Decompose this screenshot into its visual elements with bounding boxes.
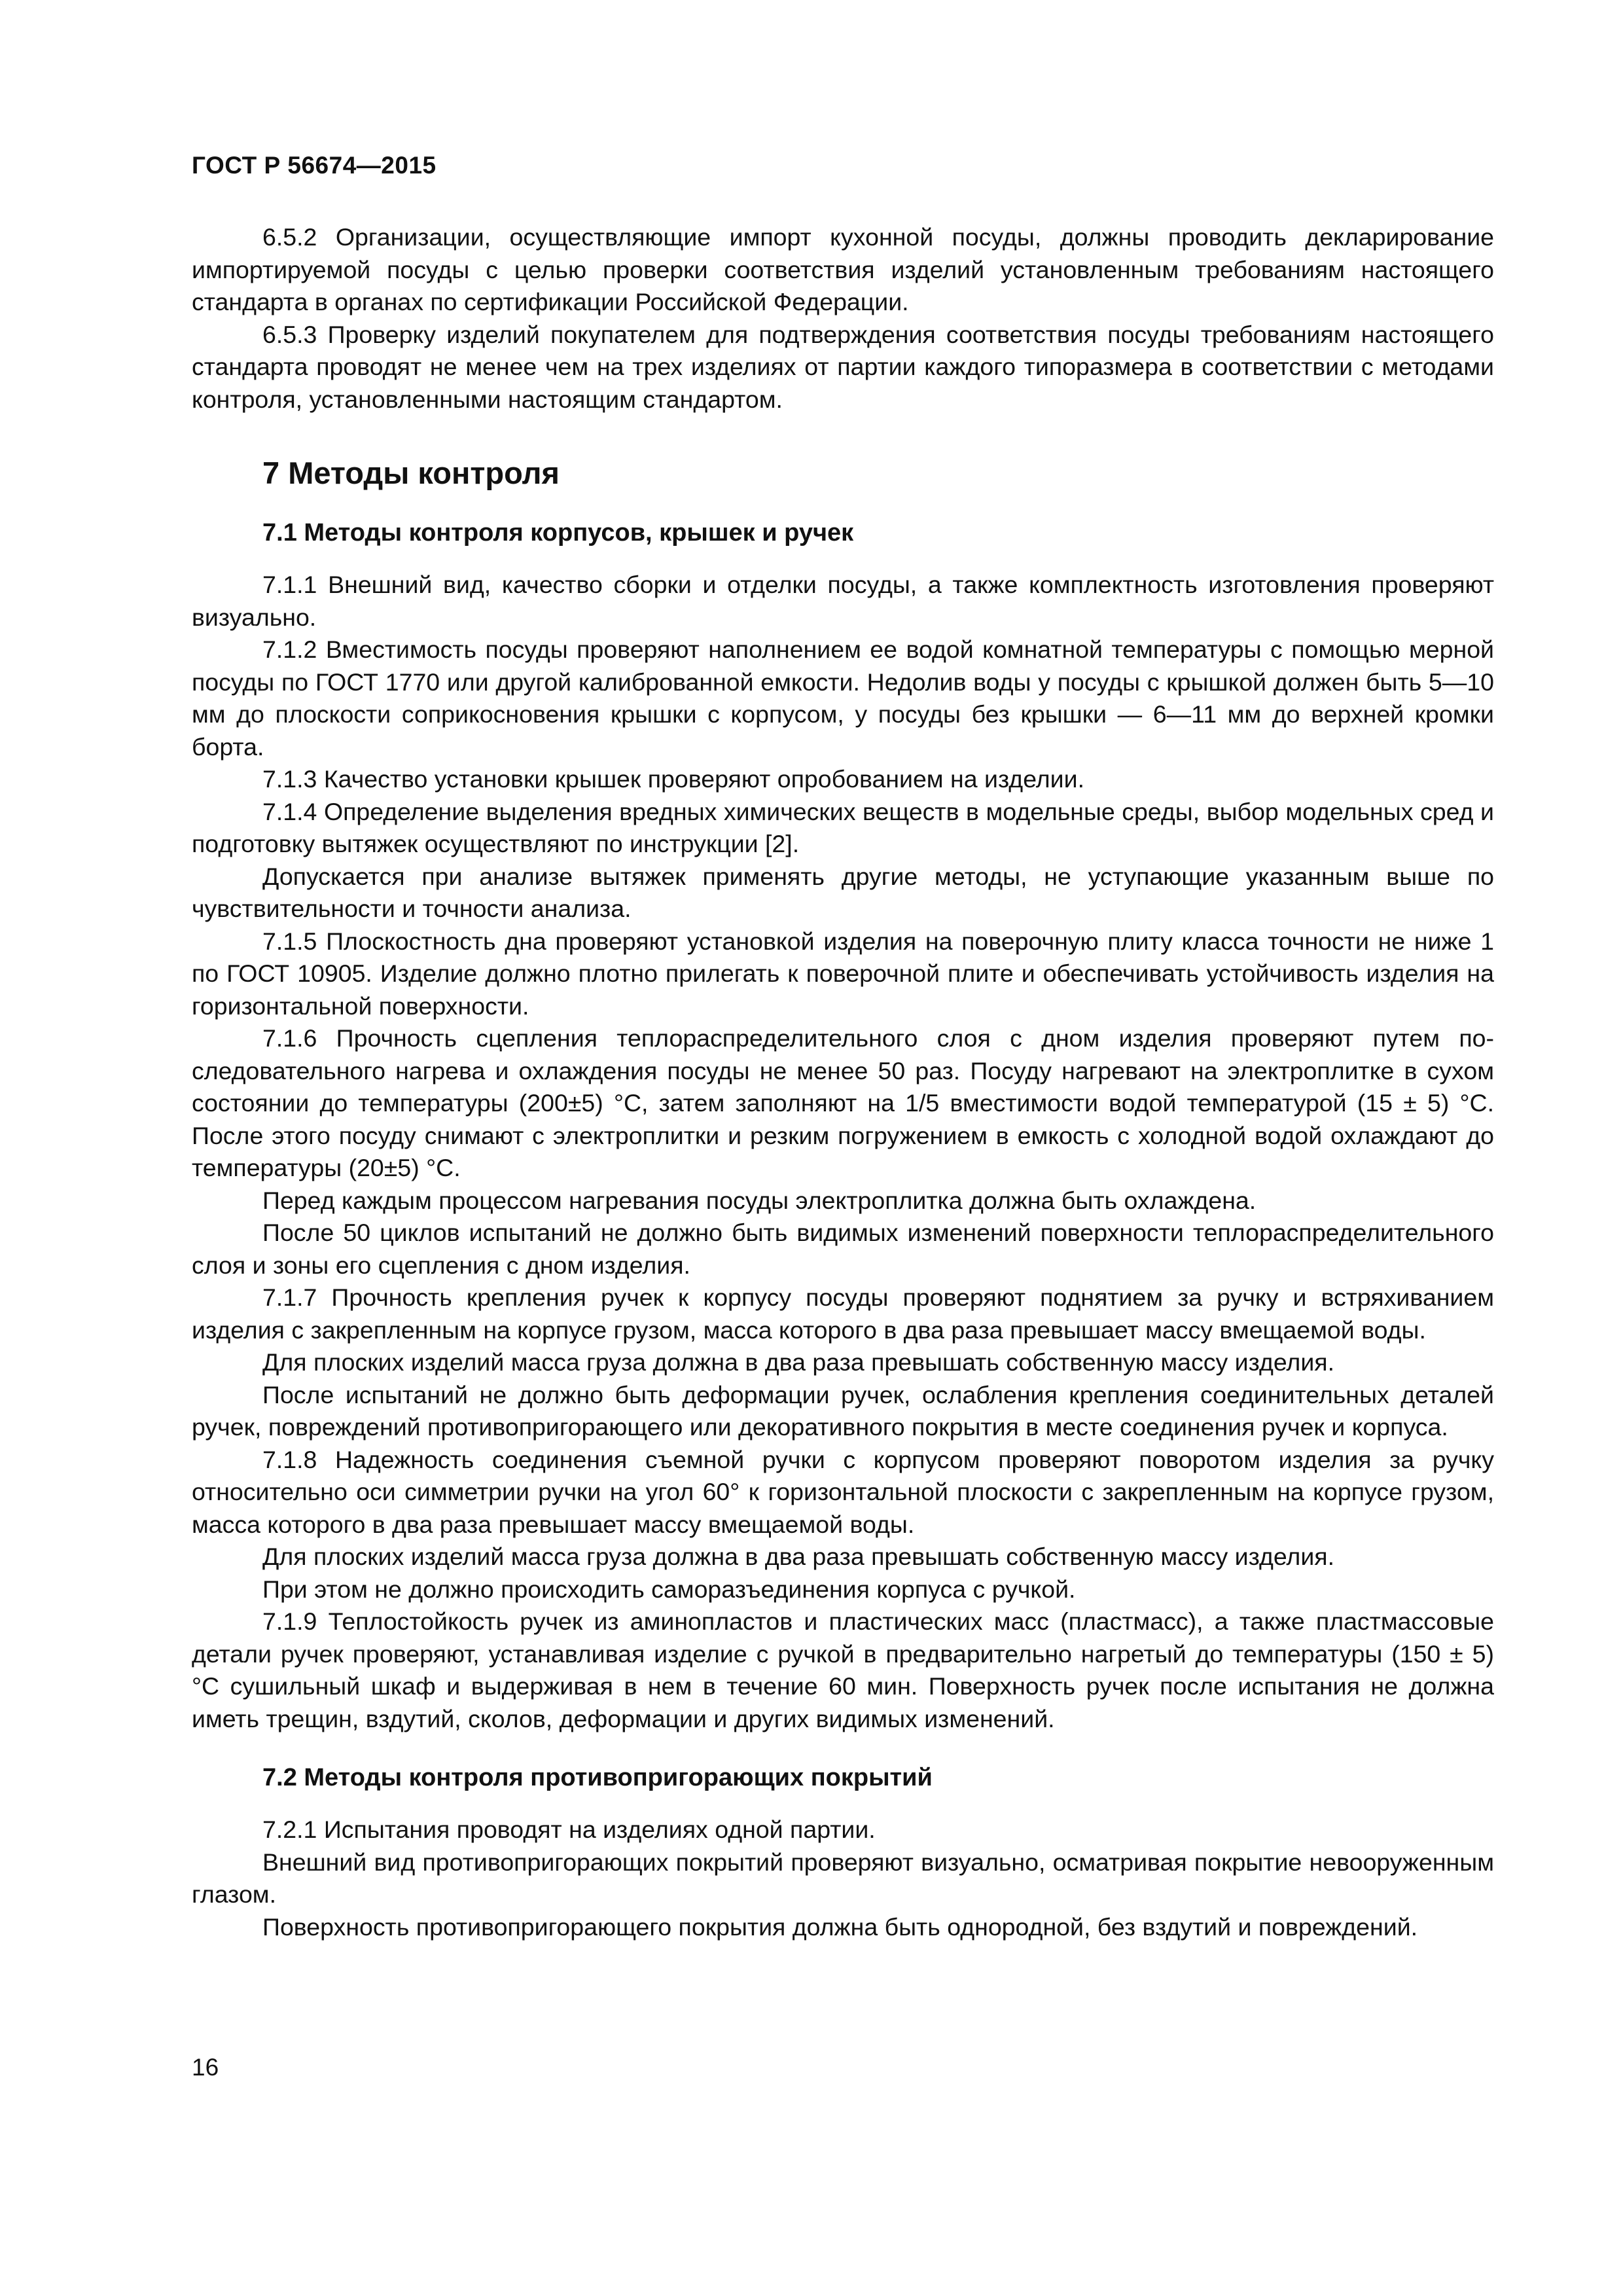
section-heading-7: 7 Методы контроля <box>262 456 560 490</box>
paragraph-7-2-1: 7.2.1 Испытания проводят на изделиях одной партии. <box>262 1816 876 1843</box>
page-number: 16 <box>192 2054 219 2081</box>
paragraph-7-1-2: 7.1.2 Вместимость посуды проверяют наполнением ее водой комнатной температуры с помощью мерной посуды по ГОСТ 1770 или другой калиброванной емкости. Недолив воды у посуды с крышкой должен быть 5—10 мм до плоскости соприкосновения крышки с корпусом, у посуды без крышки — 6—11 мм до верхней кромки борта. <box>192 636 1494 761</box>
paragraph-6-5-2: 6.5.2 Организации, осуществляющие импорт кухонной посуды, должны проводить декларирование импортируемой посуды с целью проверки соответствия изделий установленным требованиям настоящего стандарта в органах по сертификации Российской Федерации. <box>192 223 1494 315</box>
document-body <box>192 221 1494 1943</box>
paragraph-6-5-3: 6.5.3 Проверку изделий покупателем для подтверждения соответствия посуды требованиям настоящего стандарта проводят не менее чем на трех изделиях от партии каждого типоразмера в соответствии с методами контроля, установленными настоящим стандартом. <box>192 320 1494 413</box>
paragraph-7-1-4-note: Допускается при анализе вытяжек применять другие методы, не уступающие указанным выше по чувствительности и точности анализа. <box>192 862 1494 922</box>
paragraph-7-1-6: 7.1.6 Прочность сцепления теплораспределительного слоя с дном изделия проверяют путем последовательного нагрева и охлаждения посуды не менее 50 раз. Посуду нагревают на электроплитке в сухом состоянии до температуры (200±5) °С, затем заполняют на 1/5 вместимости водой температурой (15 ± 5) °С. После этого посуду снимают с электроплитки и резким погружением в емкость с холодной водой охлаждают до температуры (20±5) °С. <box>192 1024 1494 1181</box>
paragraph-7-1-4: 7.1.4 Определение выделения вредных химических веществ в модельные среды, выбор модельных сред и подготовку вытяжек осуществляют по инструкции [2]. <box>192 797 1494 857</box>
paragraph-7-2-1-visual: Внешний вид противопригорающих покрытий проверяют визуально, осматривая покрытие невооруженным глазом. <box>192 1848 1494 1908</box>
paragraph-7-1-8: 7.1.8 Надежность соединения съемной ручки с корпусом проверяют поворотом изделия за ручку относительно оси симметрии ручки на угол 60° к горизонтальной плоскости с закрепленным на корпусе грузом, масса которого в два раза превышает массу вмещаемой воды. <box>192 1445 1494 1538</box>
subsection-heading-7-2: 7.2 Методы контроля противопригорающих покрытий <box>262 1764 933 1791</box>
paragraph-7-1-1: 7.1.1 Внешний вид, качество сборки и отделки посуды, а также комплектность изготовления проверяют визуально. <box>192 571 1494 631</box>
paragraph-7-1-8-flat: Для плоских изделий масса груза должна в два раза превышать собственную массу изделия. <box>262 1543 1334 1570</box>
paragraph-7-1-5: 7.1.5 Плоскостность дна проверяют установкой изделия на поверочную плиту класса точности не ниже 1 по ГОСТ 10905. Изделие должно плотно прилегать к поверочной плите и обеспечивать устойчивость изделия на горизонтальной поверхности. <box>192 927 1494 1020</box>
paragraph-7-1-6-cooling: Перед каждым процессом нагревания посуды электроплитка должна быть охлаждена. <box>262 1186 1257 1214</box>
paragraph-7-1-7-result: После испытаний не должно быть деформации ручек, ослабления крепления соединительных деталей ручек, повреждений противопригорающего или декоративного покрытия в месте соединения ручек и корпуса. <box>192 1380 1494 1441</box>
paragraph-7-2-1-surface: Поверхность противопригорающего покрытия должна быть однородной, без вздутий и повреждений. <box>262 1912 1418 1941</box>
document-header-standard: ГОСТ Р 56674—2015 <box>192 152 437 179</box>
paragraph-7-1-7-flat: Для плоских изделий масса груза должна в два раза превышать собственную массу изделия. <box>262 1348 1334 1376</box>
subsection-heading-7-1: 7.1 Методы контроля корпусов, крышек и ручек <box>262 519 854 547</box>
paragraph-7-1-3: 7.1.3 Качество установки крышек проверяют опробованием на изделии. <box>262 765 1084 793</box>
paragraph-7-1-7: 7.1.7 Прочность крепления ручек к корпусу посуды проверяют поднятием за ручку и встряхиванием изделия с закрепленным на корпусе грузом, масса которого в два раза превышает массу вмещаемой воды. <box>192 1283 1494 1344</box>
paragraph-7-1-9: 7.1.9 Теплостойкость ручек из аминопластов и пластических масс (пластмасс), а также пластмассовые детали ручек проверяют, устанавливая изделие с ручкой в предварительно нагретый до температуры (150 ± 5) °С сушильный шкаф и выдерживая в нем в течение 60 мин. Поверхность ручек после испытания не должна иметь трещин, вздутий, сколов, деформации и других видимых изменений. <box>192 1607 1494 1732</box>
paragraph-7-1-6-result: После 50 циклов испытаний не должно быть видимых изменений поверхности теплораспределительного слоя и зоны его сцепления с дном изделия. <box>192 1219 1494 1279</box>
paragraph-7-1-8-result: При этом не должно происходить саморазъединения корпуса с ручкой. <box>262 1575 1076 1603</box>
